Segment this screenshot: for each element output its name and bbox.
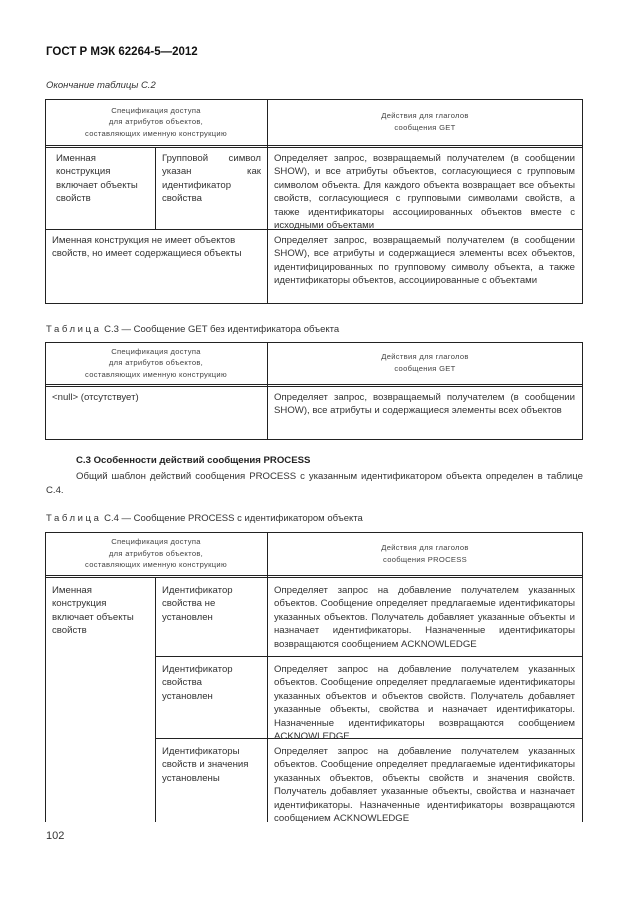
- table-cell: Определяет запрос, возвращаемый получателем (в сообщении SHOW), все атрибуты и содержащиеся элементы всех объектов, идентифицированных по групповому символу объекта, а также идентификаторы объектов, ассоциированные с объектами: [274, 235, 575, 287]
- caption-text: С.4 — Сообщение PROCESS с идентификатором объекта: [104, 513, 363, 524]
- table-cell: <null> (отсутствует): [52, 392, 139, 403]
- page-number: 102: [46, 830, 65, 842]
- table-cell: Определяет запрос на добавление получателем указанных объектов. Сообщение определяет предлагаемые идентификаторы указанных объектов, объекты свойств и значения свойств. Получатель добавляет указанные объекты, свойства и назначает идентификаторы. Назначенные идентификаторы возвращаются сообщением ACKNOWLEDGE: [274, 746, 575, 825]
- table-c3: [45, 342, 583, 440]
- table-c3-caption: [46, 324, 339, 335]
- table-cell: Групповой символ указан как идентификатор свойства: [162, 153, 261, 205]
- table-c2-continuation: [45, 99, 583, 304]
- table-cell: Определяет запрос, возвращаемый получателем (в сообщении SHOW), все атрибуты и содержащиеся элементы всех объектов: [274, 392, 575, 417]
- table-cell: Определяет запрос, возвращаемый получателем (в сообщении SHOW), и все атрибуты объектов, согласующиеся с групповым символом объекта. Для каждого объекта возвращает все объекты свойств, согласующиеся с групповыми символами свойств, а также идентификаторы ассоциированных объектов вместе с исходными объектами: [274, 153, 575, 232]
- column-header-access-spec: Спецификация доступа для атрибутов объектов, составляющих именную конструкцию: [85, 105, 227, 138]
- column-header-actions: Действия для глаголов сообщения GET: [381, 111, 469, 132]
- table-cell: Именная конструкция включает объекты свойств: [56, 153, 138, 205]
- column-header-actions: Действия для глаголов сообщения PROCESS: [381, 542, 469, 564]
- section-heading: С.3 Особенности действий сообщения PROCESS: [76, 455, 311, 466]
- table-cell: Именная конструкция включает объекты свойств: [52, 585, 134, 637]
- table-cell: Идентификаторы свойств и значения установлены: [162, 746, 249, 784]
- table-cell: Идентификатор свойства не установлен: [162, 585, 233, 623]
- table-continuation-caption: Окончание таблицы С.2: [46, 80, 156, 91]
- caption-prefix: Таблица: [46, 513, 102, 524]
- table-cell: Идентификатор свойства установлен: [162, 664, 233, 702]
- table-cell: Именная конструкция не имеет объектов свойств, но имеет содержащиеся объекты: [52, 235, 242, 260]
- table-c4: [45, 532, 583, 825]
- caption-text: С.3 — Сообщение GET без идентификатора объекта: [104, 324, 340, 335]
- column-header-access-spec: Спецификация доступа для атрибутов объектов, составляющих именную конструкцию: [85, 537, 227, 570]
- section-paragraph: Общий шаблон действий сообщения PROCESS с указанным идентификатором объекта определен в таблице С.4.: [46, 471, 583, 496]
- column-header-actions: Действия для глаголов сообщения GET: [381, 352, 469, 373]
- table-cell: Определяет запрос на добавление получателем указанных объектов. Сообщение определяет предлагаемые идентификаторы указанных объектов и объектов свойств. Получатель добавляет указанные объекты, свойства и назначает идентификаторы. Назначенные идентификаторы возвращаются сообщением ACKNOWLEDGE: [274, 664, 575, 743]
- column-header-access-spec: Спецификация доступа для атрибутов объектов, составляющих именную конструкцию: [85, 346, 227, 379]
- table-cell: Определяет запрос на добавление получателем указанных объектов. Сообщение определяет предлагаемые идентификаторы указанных объектов. Получатель добавляет указанные объекты и назначает идентификаторы. Назначенные идентификаторы возвращаются сообщением ACKNOWLEDGE: [274, 585, 575, 650]
- table-c4-caption: [46, 513, 363, 524]
- document-code: ГОСТ Р МЭК 62264-5—2012: [46, 46, 198, 58]
- caption-prefix: Таблица: [46, 324, 102, 335]
